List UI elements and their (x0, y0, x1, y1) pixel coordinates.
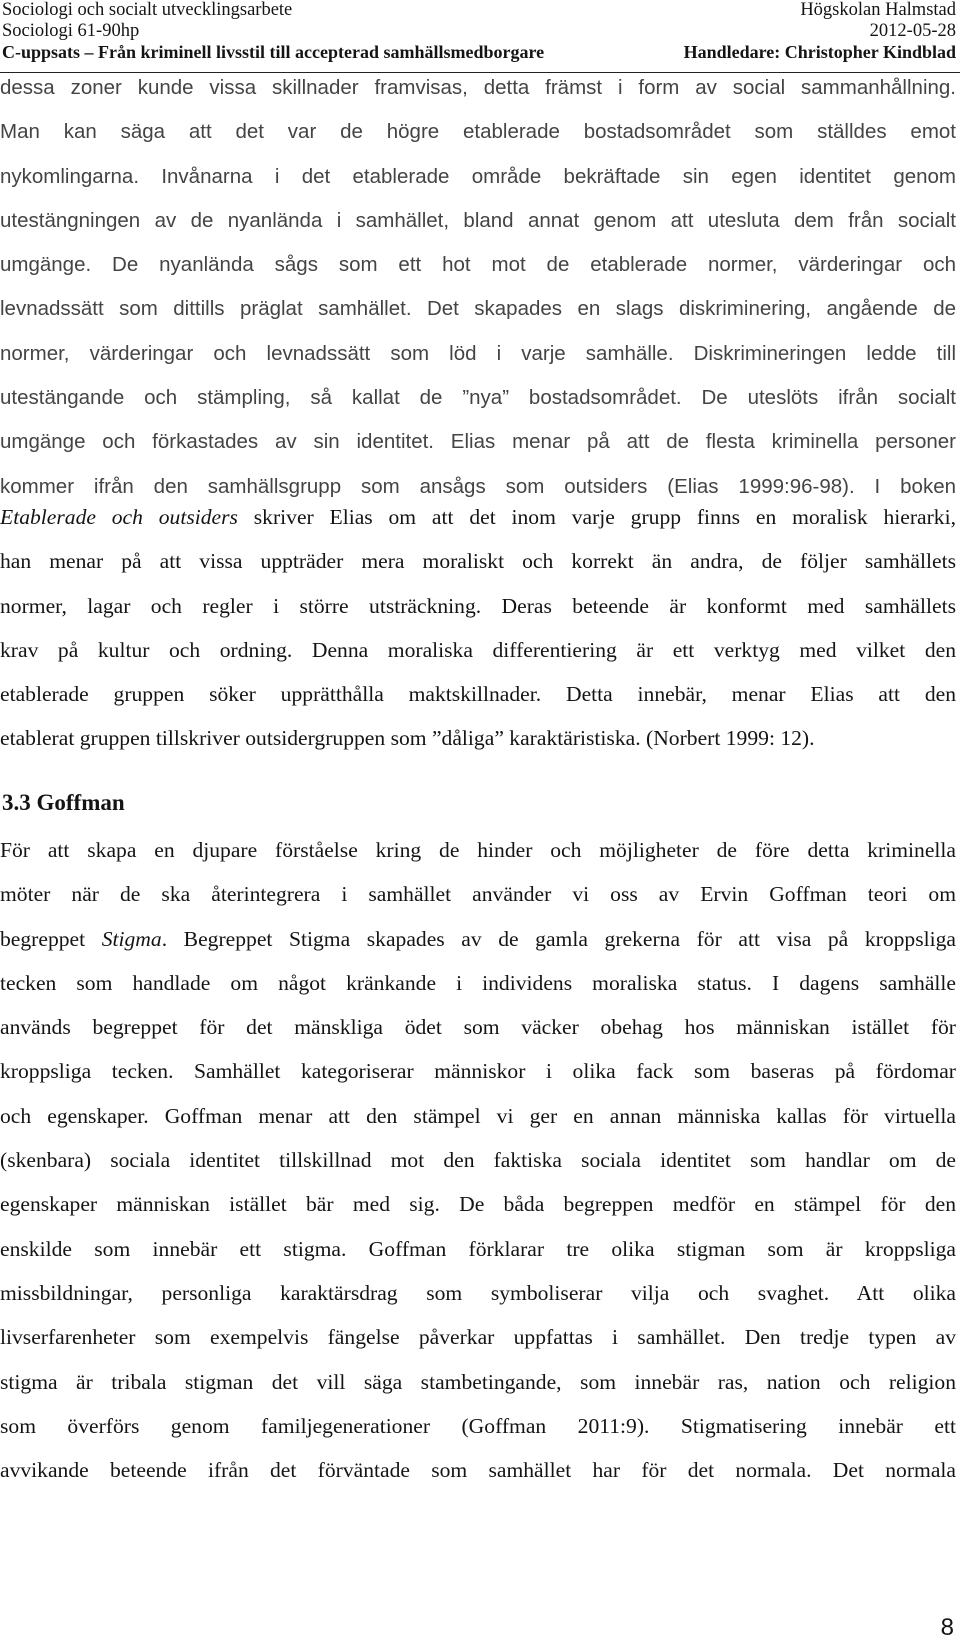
header-row-course (0, 0, 960, 21)
text-line: tecken som handlade om något kränkande i individens moraliska status. I dagens samhälle (0, 970, 956, 995)
header-credits: Sociologi 61-90hp (2, 21, 140, 41)
text-line: används begreppet för det mänskliga ödet som väcker obehag hos människan istället för (0, 1015, 956, 1040)
text-line: etablerade gruppen söker upprätthålla maktskillnader. Detta innebär, menar Elias att den (0, 682, 956, 707)
text-line: umgänge. De nyanlända sågs som ett hot mot de etablerade normer, värderingar och (0, 253, 956, 277)
text-line: normer, värderingar och levnadssätt som löd i varje samhälle. Diskrimineringen ledde till (0, 341, 956, 365)
text-line: utestängningen av de nyanlända i samhället, bland annat genom att utesluta dem från socialt (0, 208, 956, 232)
text-line: krav på kultur och ordning. Denna moraliska differentiering är ett verktyg med vilket den (0, 637, 956, 662)
text-line: kroppsliga tecken. Samhället kategoriserar människor i olika fack som baseras på fördomar (0, 1059, 956, 1084)
text-line: umgänge och förkastades av sin identitet. Elias menar på att de flesta kriminella personer (0, 430, 956, 454)
page-number: 8 (940, 1614, 954, 1641)
header-thesis-title: C-uppsats – Från kriminell livsstil till accepterad samhällsmedborgare (2, 42, 545, 62)
text-line: missbildningar, personliga karaktärsdrag som symboliserar vilja och svaghet. Att olika (0, 1280, 956, 1305)
text-line: avvikande beteende ifrån det förväntade som samhället har för det normala. Det normala (0, 1458, 956, 1483)
text-line: han menar på att vissa uppträder mera moraliskt och korrekt än andra, de följer samhällets (0, 549, 956, 574)
text-line: enskilde som innebär ett stigma. Goffman förklarar tre olika stigman som är kroppsliga (0, 1236, 956, 1261)
text-line (0, 495, 956, 539)
term-stigma: Stigma (101, 926, 162, 951)
text-line: etablerat gruppen tillskriver outsidergruppen som ”dåliga” karaktäristiska. (Norbert 1999: 12). (0, 726, 815, 751)
text-line: Man kan säga att det var de högre etablerade bostadsområdet som ställdes emot (0, 120, 956, 144)
text-fragment: skriver Elias om att det inom varje grupp finns en moralisk hierarki, (237, 505, 956, 529)
text-line: och egenskaper. Goffman menar att den stämpel vi ger en annan människa kallas för virtuella (0, 1103, 956, 1128)
header-date: 2012-05-28 (869, 21, 956, 41)
text-line: För att skapa en djupare förståelse kring de hinder och möjligheter de före detta kriminella (0, 838, 956, 862)
header-row-thesis (0, 42, 960, 63)
page-header (0, 0, 960, 63)
text-line (0, 917, 956, 961)
text-line: kommer ifrån den samhällsgrupp som ansågs som outsiders (Elias 1999:96-98). I boken (0, 474, 956, 498)
text-line: dessa zoner kunde vissa skillnader framvisas, detta främst i form av social sammanhållning. (0, 76, 956, 99)
header-row-credits (0, 21, 960, 42)
text-line: utestängande och stämpling, så kallat de ”nya” bostadsområdet. De uteslöts ifrån socialt (0, 386, 956, 410)
text-line: som överförs genom familjegenerationer (Goffman 2011:9). Stigmatisering innebär ett (0, 1413, 956, 1438)
section-heading: 3.3 Goffman (2, 790, 125, 815)
header-university: Högskolan Halmstad (800, 0, 956, 20)
text-line: möter när de ska återintegrera i samhället använder vi oss av Ervin Goffman teori om (0, 882, 956, 907)
header-supervisor: Handledare: Christopher Kindblad (683, 42, 956, 62)
text-line: livserfarenheter som exempelvis fängelse påverkar uppfattas i samhället. Den tredje typen av (0, 1325, 956, 1350)
text-line: normer, lagar och regler i större utsträckning. Deras beteende är konformt med samhällets (0, 593, 956, 618)
paragraph-goffman (0, 828, 956, 1492)
book-title: Etablerade och outsiders (0, 505, 238, 529)
text-line: nykomlingarna. Invånarna i det etablerade område bekräftade sin egen identitet genom (0, 164, 956, 188)
paragraph-elias-hierarchy (0, 495, 956, 761)
text-fragment: begreppet (0, 926, 102, 951)
text-line: levnadssätt som dittills präglat samhället. Det skapades en slags diskriminering, angående de (0, 297, 956, 321)
text-line: stigma är tribala stigman det vill säga stambetingande, som innebär ras, nation och religion (0, 1369, 956, 1394)
paragraph-elias-zones (0, 66, 956, 509)
header-course-name: Sociologi och socialt utvecklingsarbete (2, 0, 293, 20)
text-line: egenskaper människan istället bär med sig. De båda begreppen medför en stämpel för den (0, 1192, 956, 1217)
text-fragment: . Begreppet Stigma skapades av de gamla grekerna för att visa på kroppsliga (161, 926, 956, 951)
text-line: (skenbara) sociala identitet tillskillnad mot den faktiska sociala identitet som handlar om de (0, 1148, 956, 1173)
